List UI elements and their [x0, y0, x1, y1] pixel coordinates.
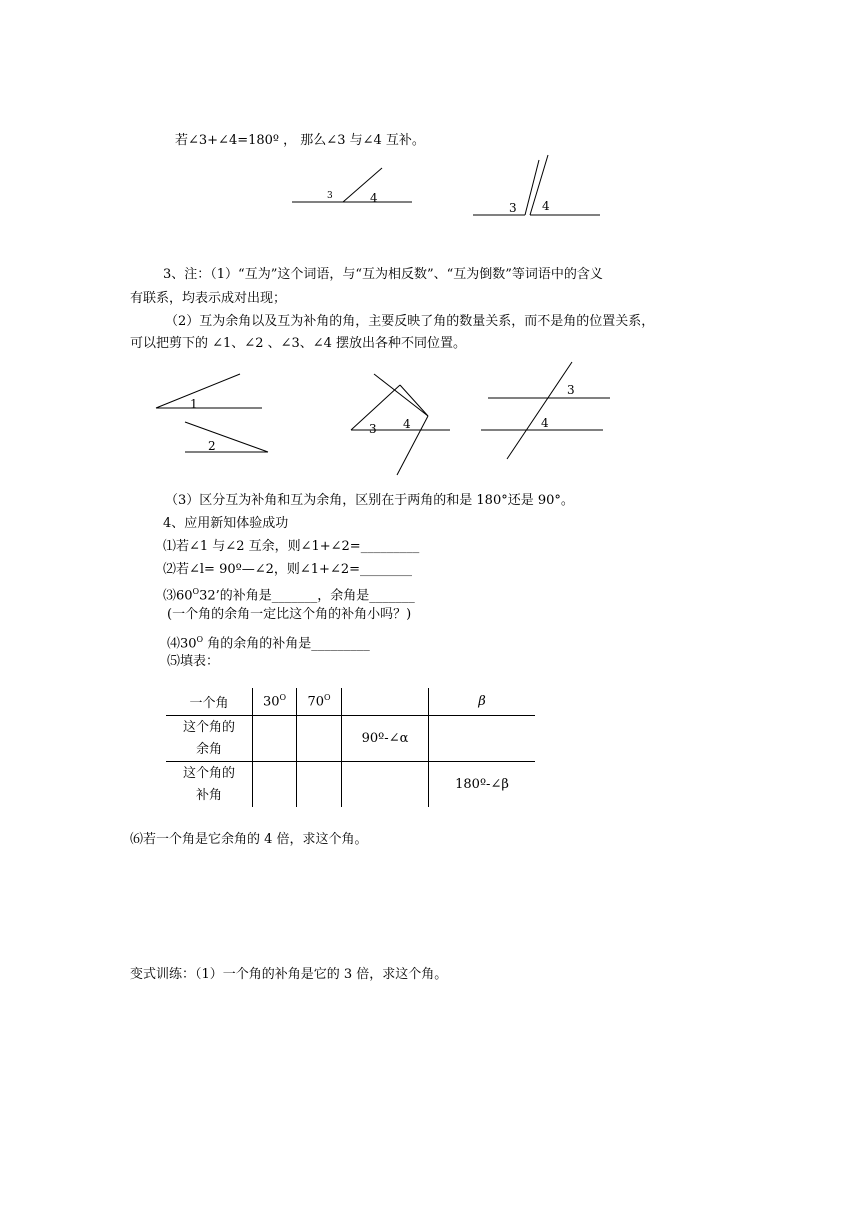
- angle-label-3: 3: [567, 383, 575, 397]
- table-row-label: 这个角的 余角: [166, 716, 253, 762]
- table-cell-formula: 180º-∠β: [455, 777, 509, 792]
- angle-label-3: 3: [327, 191, 333, 201]
- table-header-cell: 一个角: [166, 688, 253, 716]
- angle-label-4: 4: [542, 199, 550, 213]
- question-5: ⑸填表：: [167, 654, 220, 669]
- note-paragraph-1-line-1: 3、注：（1）“互为”这个词语，与“互为相反数”、“互为倒数”等词语中的含义: [163, 267, 603, 282]
- question-4-text: 角的余角的补角是_________: [203, 636, 370, 652]
- table-row-complement: [166, 716, 535, 762]
- angle-label-3: 3: [369, 422, 377, 436]
- figure-angles-1-2: [156, 374, 268, 453]
- table-cell-blank: [342, 762, 429, 808]
- table-cell-blank: [253, 716, 297, 762]
- table-cell-blank: [297, 762, 342, 808]
- angle-label-4: 4: [403, 417, 411, 431]
- table-header-cell: [342, 688, 429, 716]
- angle-label-2: 2: [208, 439, 216, 453]
- note-paragraph-2-line-2: 可以把剪下的 ∠1、∠2 、∠3、∠4 摆放出各种不同位置。: [130, 336, 467, 351]
- question-3-note: (一个角的余角一定比这个角的补角小吗？): [167, 607, 412, 622]
- table-row-label: 这个角的 补角: [166, 762, 253, 808]
- variant-training: 变式训练：（1）一个角的补角是它的 3 倍，求这个角。: [130, 967, 448, 982]
- degree-symbol: O: [196, 635, 204, 644]
- figure-adjacent-supplementary: [292, 168, 412, 205]
- figure-angles-3-4-crossed: [351, 374, 450, 475]
- section-4-title: 4、应用新知体验成功: [163, 516, 289, 531]
- degree-symbol: O: [192, 587, 200, 596]
- table-header-cell: β: [429, 688, 536, 716]
- note-paragraph-2-line-1: （2）互为余角以及互为补角的角，主要反映了角的数量关系，而不是角的位置关系，: [165, 314, 655, 329]
- table-cell-blank: [429, 716, 536, 762]
- supplementary-angle-figures: [280, 150, 620, 225]
- table-header-cell: $30^O$: [253, 688, 297, 716]
- table-header-row: [166, 688, 535, 716]
- angle-label-4: 4: [541, 416, 549, 430]
- question-3: [163, 583, 415, 605]
- table-row-supplement: [166, 762, 535, 808]
- question-4: [167, 631, 370, 653]
- question-2: ⑵若∠l= 90º—∠2，则∠1+∠2=________: [163, 562, 413, 577]
- angle-label-1: 1: [190, 397, 198, 411]
- question-1: ⑴若∠1 与∠2 互余，则∠1+∠2=_________: [163, 539, 420, 554]
- angle-label-3: 3: [509, 201, 517, 215]
- angle-position-figures: [145, 358, 615, 483]
- note-paragraph-3: （3）区分互为补角和互为余角，区别在于两角的和是 180°还是 90°。: [165, 493, 574, 508]
- figure-angles-3-4-parallel: [481, 362, 610, 459]
- table-cell-blank: [253, 762, 297, 808]
- angle-fill-table: [166, 688, 535, 807]
- question-6: ⑹若一个角是它余角的 4 倍，求这个角。: [130, 832, 368, 847]
- table-header-cell: $70^O$: [297, 688, 342, 716]
- figure-separated-supplementary: [473, 155, 600, 215]
- note-paragraph-1-line-2: 有联系，均表示成对出现；: [130, 291, 287, 306]
- question-3-text: 32’的补角是_______，余角是_______: [199, 588, 415, 604]
- supplement-definition-line: 若∠3+∠4=180º ， 那么∠3 与∠4 互补。: [175, 133, 425, 148]
- table-cell-formula: 90º-∠α: [342, 716, 429, 762]
- question-4-prefix: ⑷30: [167, 636, 197, 652]
- angle-label-4: 4: [370, 191, 378, 205]
- table-cell-blank: [297, 716, 342, 762]
- question-3-prefix: ⑶60: [163, 588, 193, 604]
